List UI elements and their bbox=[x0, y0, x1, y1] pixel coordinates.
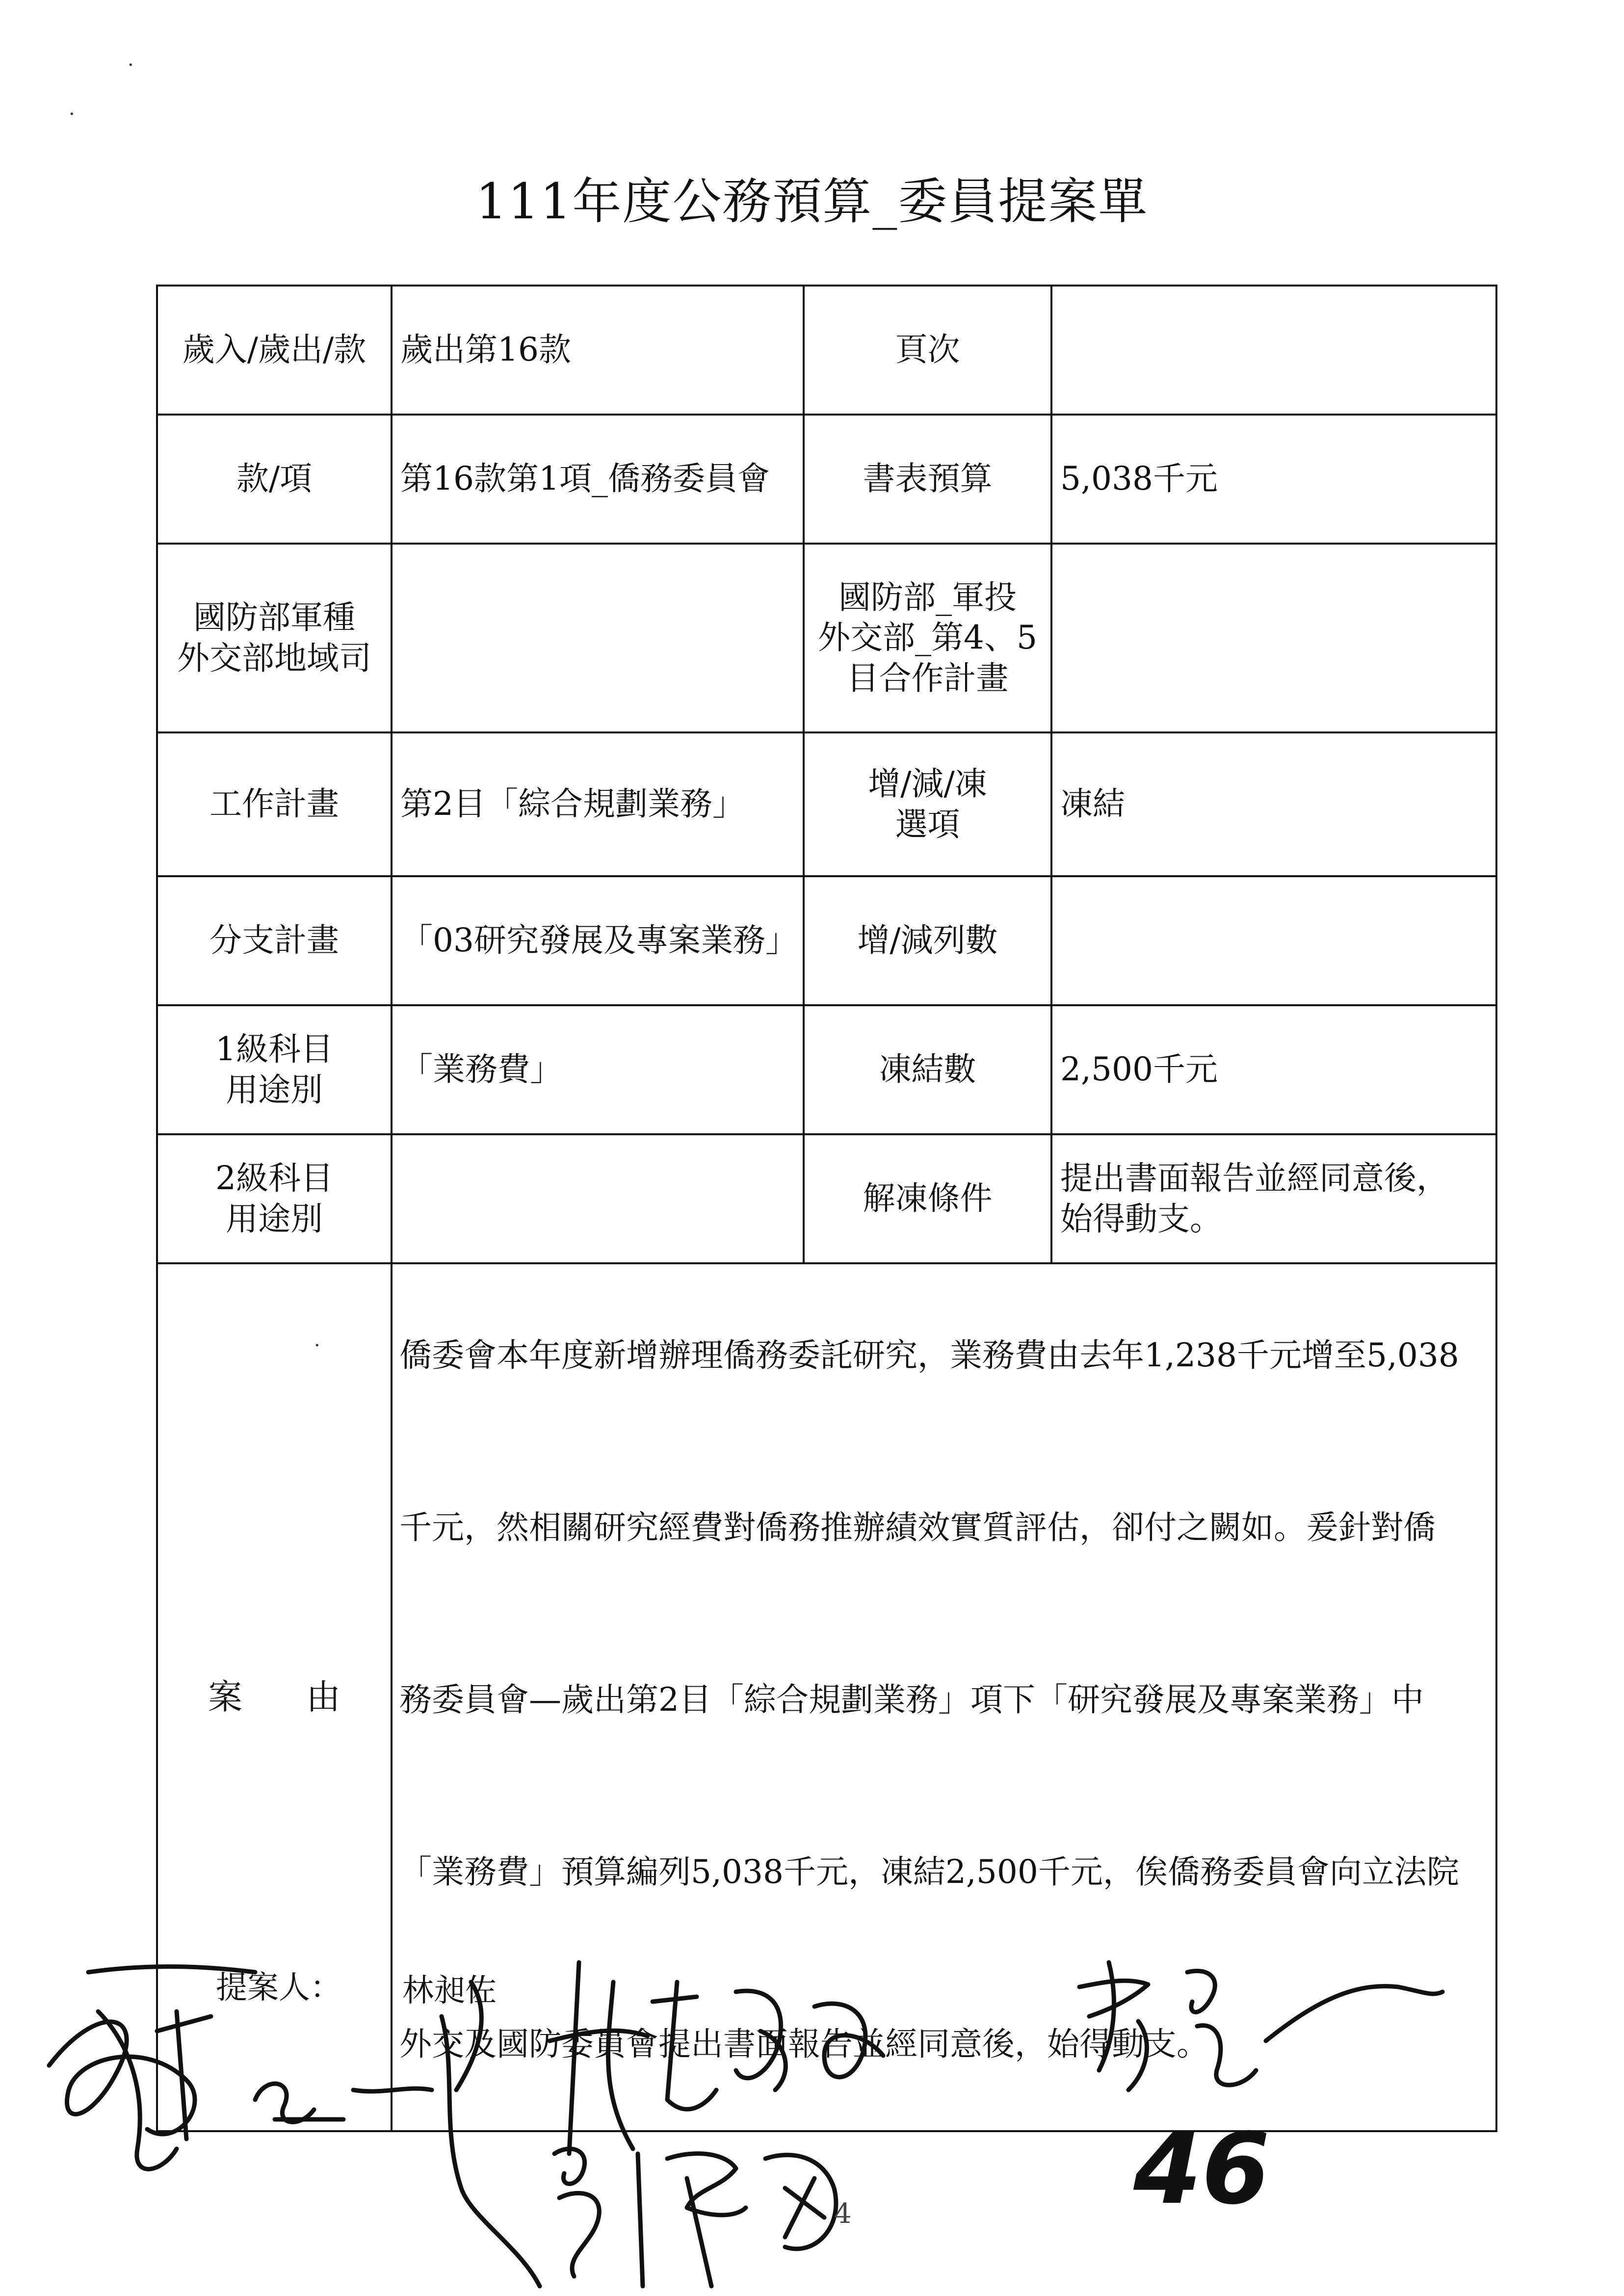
field-label-line: 選項 bbox=[895, 805, 960, 843]
field-value-line: 始得動支。 bbox=[1060, 1200, 1222, 1238]
table-row bbox=[157, 732, 1496, 876]
table-row bbox=[157, 415, 1496, 544]
table-row bbox=[157, 544, 1496, 732]
field-label bbox=[804, 544, 1051, 732]
field-label-line: 2級科目 bbox=[215, 1159, 333, 1197]
table-row bbox=[157, 1134, 1496, 1263]
field-value: 2,500千元 bbox=[1051, 1005, 1496, 1134]
field-value: 第16款第1項_僑務委員會 bbox=[392, 415, 804, 544]
field-label-line: 增/減/凍 bbox=[868, 765, 987, 803]
field-value: 「業務費」 bbox=[392, 1005, 804, 1134]
scan-speck: · bbox=[314, 1334, 320, 1357]
signature-handwritten-name-1 bbox=[550, 1962, 883, 2154]
field-value bbox=[1051, 1134, 1496, 1263]
scan-speck: · bbox=[69, 103, 75, 126]
field-label: 解凍條件 bbox=[804, 1134, 1051, 1263]
signature-handwritten-name-2 bbox=[554, 2149, 836, 2286]
field-value-line: 提出書面報告並經同意後， bbox=[1060, 1159, 1449, 1197]
reason-line: 外交及國防委員會提出書面報告並經同意後，始得動支。 bbox=[399, 2025, 1209, 2063]
signature-scribble-1 bbox=[49, 1966, 540, 2286]
table-row bbox=[157, 876, 1496, 1005]
field-value bbox=[392, 1134, 804, 1263]
field-label-line: 用途別 bbox=[226, 1070, 323, 1109]
field-label bbox=[157, 1134, 392, 1263]
field-value: 凍結 bbox=[1051, 732, 1496, 876]
signatures-area bbox=[0, 1943, 1624, 2296]
field-label-line: 1級科目 bbox=[215, 1030, 333, 1068]
field-label-line: 目合作計畫 bbox=[846, 659, 1009, 697]
signature-scribble-2 bbox=[1079, 1962, 1442, 2090]
reason-label-char: 案 bbox=[208, 1676, 242, 1717]
field-value: 第2目「綜合規劃業務」 bbox=[392, 732, 804, 876]
field-label: 凍結數 bbox=[804, 1005, 1051, 1134]
field-label: 分支計畫 bbox=[157, 876, 392, 1005]
field-label bbox=[157, 1005, 392, 1134]
field-label: 歲入/歲出/款 bbox=[157, 286, 392, 415]
field-value bbox=[1051, 286, 1496, 415]
field-label-line: 國防部_軍投 bbox=[838, 578, 1017, 616]
proposer-name: 林昶佐 bbox=[402, 1973, 497, 2009]
page-title: 111年度公務預算_委員提案單 bbox=[475, 173, 1149, 230]
page-number: 4 bbox=[834, 2198, 852, 2230]
field-label: 增/減列數 bbox=[804, 876, 1051, 1005]
reason-line: 務委員會—歲出第2目「綜合規劃業務」項下「研究發展及專案業務」中 bbox=[399, 1681, 1424, 1719]
field-label-line: 國防部軍種 bbox=[193, 599, 355, 636]
field-label bbox=[157, 544, 392, 732]
reason-line: 僑委會本年度新增辦理僑務委託研究，業務費由去年1,238千元增至5,038 bbox=[399, 1336, 1459, 1374]
field-value bbox=[392, 544, 804, 732]
field-label-line: 外交部地域司 bbox=[177, 639, 371, 677]
handwritten-number: 46 bbox=[1133, 2112, 1270, 2226]
scan-speck: · bbox=[128, 54, 134, 77]
reason-line: 千元，然相關研究經費對僑務推辦績效實質評估，卻付之闕如。爰針對僑 bbox=[399, 1509, 1436, 1546]
field-label: 書表預算 bbox=[804, 415, 1051, 544]
reason-label-char: 由 bbox=[306, 1676, 341, 1717]
table-row bbox=[157, 286, 1496, 415]
field-value: 5,038千元 bbox=[1051, 415, 1496, 544]
field-label: 頁次 bbox=[804, 286, 1051, 415]
field-value bbox=[1051, 876, 1496, 1005]
proposer-label: 提案人： bbox=[216, 1970, 341, 2006]
reason-line: 「業務費」預算編列5,038千元，凍結2,500千元，俟僑務委員會向立法院 bbox=[399, 1853, 1459, 1891]
proposal-form-table bbox=[156, 285, 1497, 2132]
field-value bbox=[1051, 544, 1496, 732]
field-label bbox=[804, 732, 1051, 876]
field-label-line: 用途別 bbox=[226, 1200, 323, 1238]
field-value: 歲出第16款 bbox=[392, 286, 804, 415]
table-row bbox=[157, 1005, 1496, 1134]
field-label-line: 外交部_第4、5 bbox=[818, 619, 1037, 657]
field-label: 工作計畫 bbox=[157, 732, 392, 876]
field-value: 「03研究發展及專案業務」 bbox=[392, 876, 804, 1005]
field-label: 款/項 bbox=[157, 415, 392, 544]
